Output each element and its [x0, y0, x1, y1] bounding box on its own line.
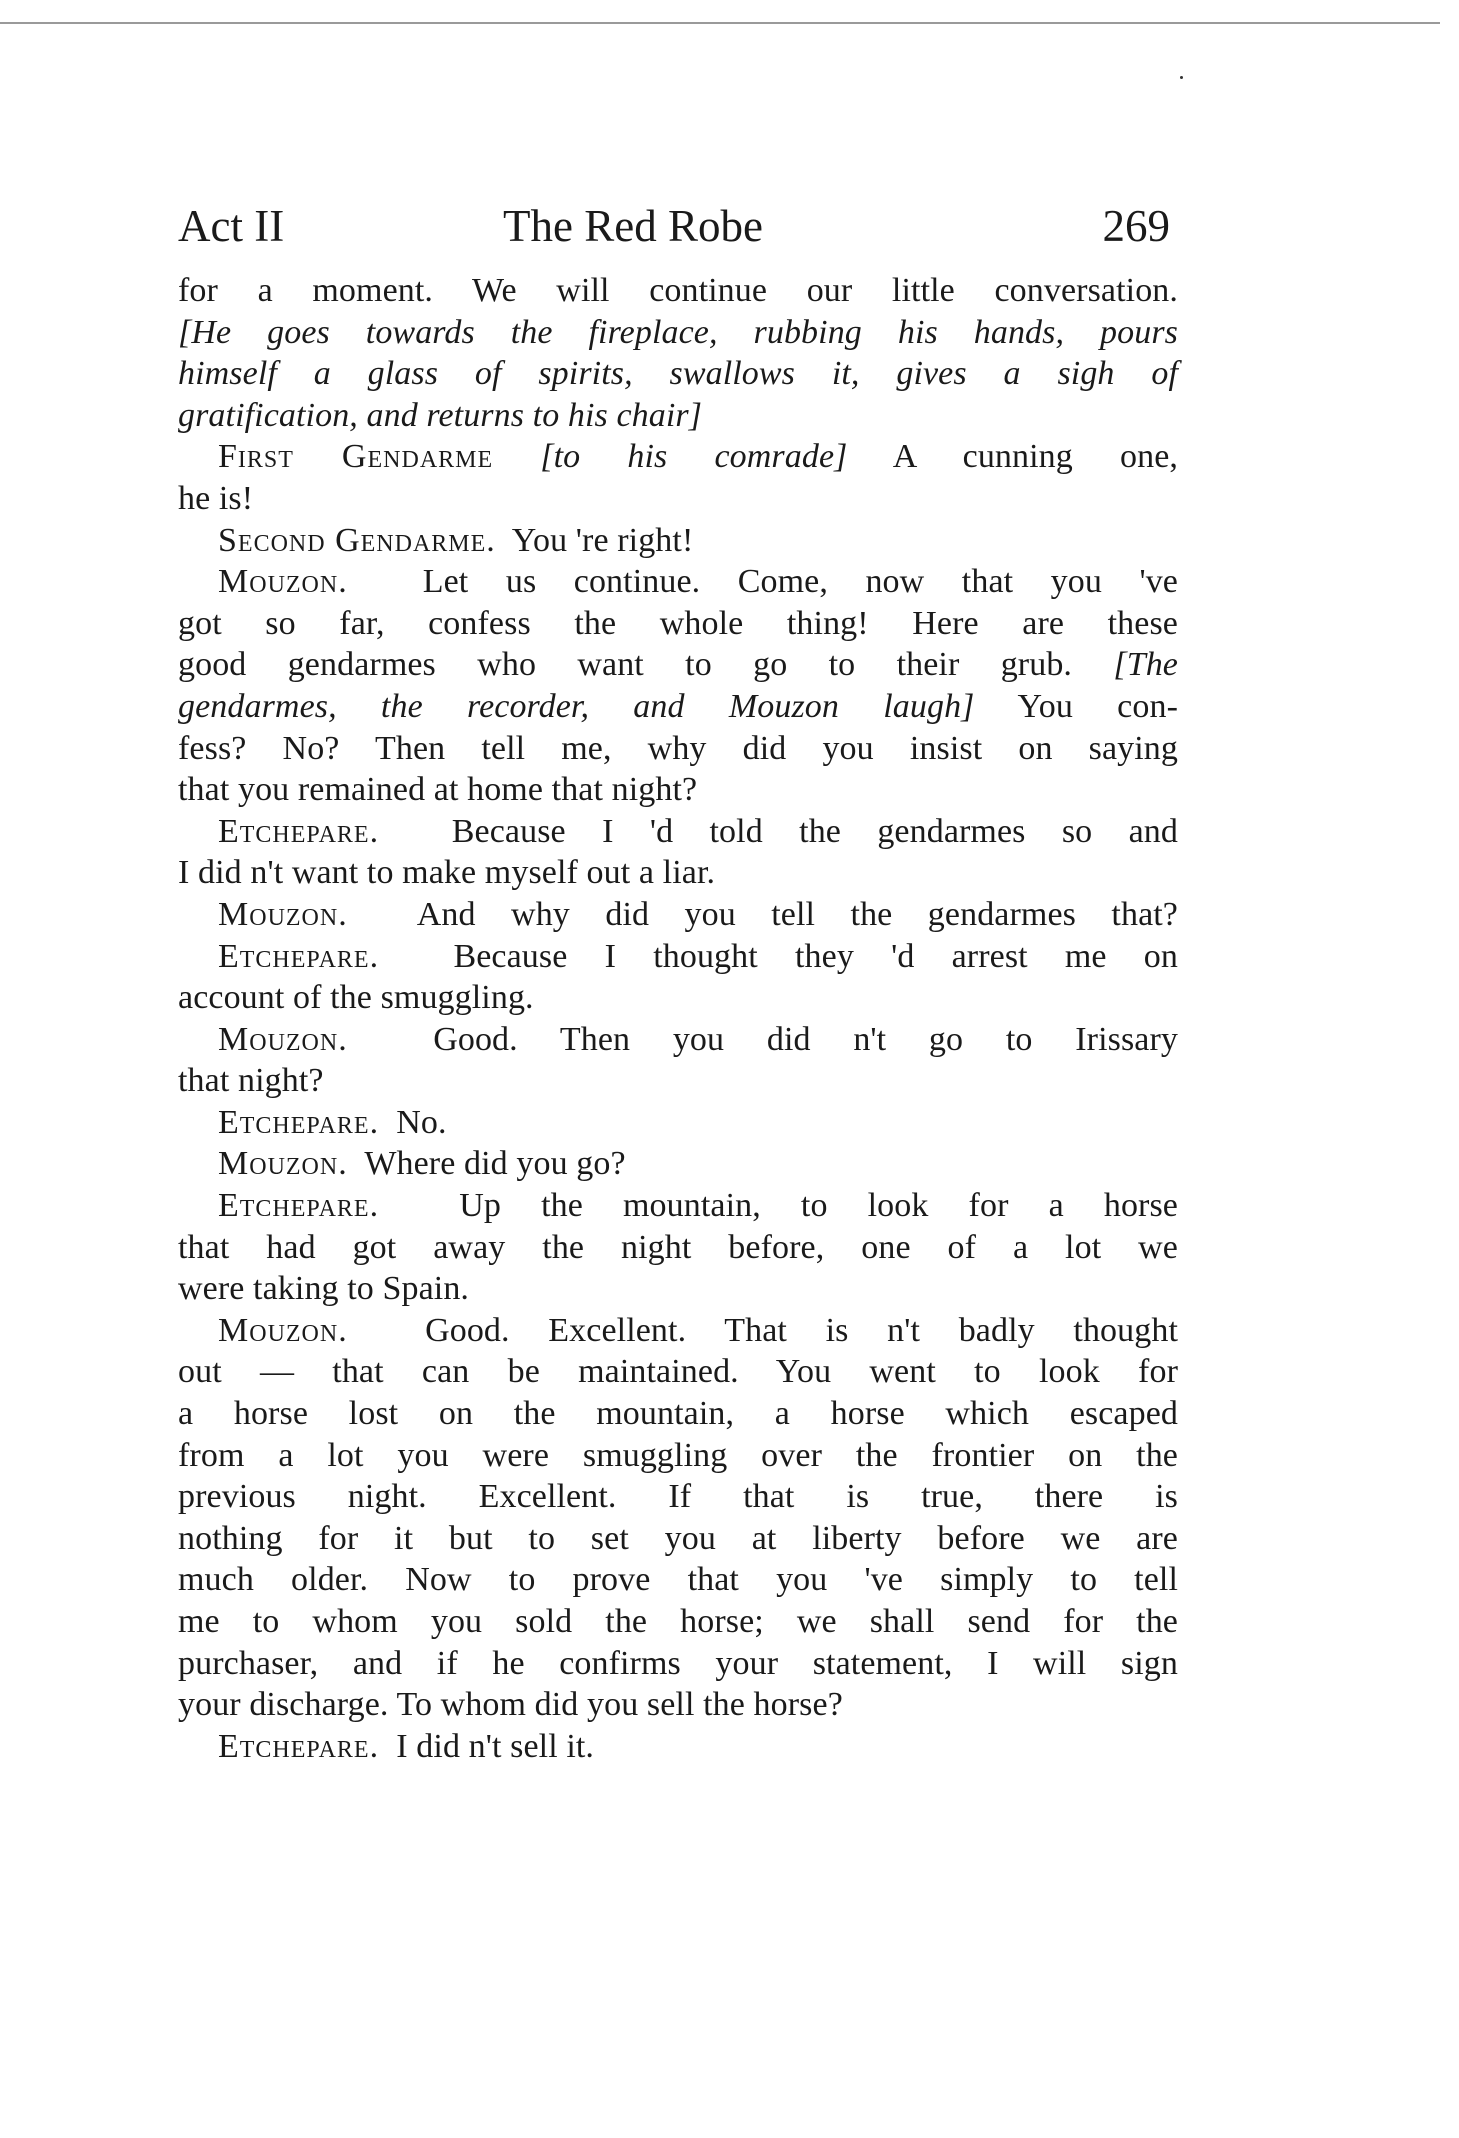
text-line: a horse lost on the mountain, a horse which escaped: [178, 1395, 1178, 1433]
text-line: previous night. Excellent. If that is true, there is: [178, 1478, 1178, 1516]
speaker-name: Mouzon.: [218, 1145, 348, 1183]
stage-direction-line: [178, 395, 1178, 437]
text-line: he is!: [178, 479, 254, 517]
dialogue-text: You 're right!: [511, 521, 694, 559]
text-line: account of the smuggling.: [178, 979, 534, 1017]
text-line: out — that can be maintained. You went to look for: [178, 1353, 1178, 1391]
speaker-name: Second Gendarme.: [218, 521, 496, 559]
dialogue-text: Good. Then you did n't go to Irissary: [433, 1020, 1178, 1058]
speaker-name: First Gendarme: [218, 438, 494, 476]
stage-direction-line: [178, 312, 1178, 354]
text-line: fess? No? Then tell me, why did you insist on saying: [178, 729, 1178, 767]
dialogue-line: [178, 561, 1178, 603]
book-title: The Red Robe: [503, 201, 763, 251]
text-line: much older. Now to prove that you 've simply to tell: [178, 1561, 1178, 1599]
top-edge-rule: [0, 22, 1440, 24]
dialogue-line: [178, 936, 1178, 978]
text-line: that had got away the night before, one of a lot we: [178, 1228, 1178, 1266]
text-line: from a lot you were smuggling over the frontier on the: [178, 1436, 1178, 1474]
dialogue-text: Up the mountain, to look for a horse: [459, 1187, 1178, 1225]
body-text: [178, 270, 1178, 1767]
dialogue-line: [178, 1102, 1178, 1144]
text-line: for a moment. We will continue our little conversation.: [178, 272, 1178, 309]
speaker-name: Etchepare.: [218, 1103, 380, 1141]
speaker-name: Etchepare.: [218, 1727, 380, 1765]
dialogue-text: good gendarmes who want to go to their grub.: [178, 646, 1073, 684]
book-page: [178, 196, 1178, 1767]
dialogue-text: Good. Excellent. That is n't badly thought: [425, 1311, 1178, 1349]
stage-direction: [He goes towards the fireplace, rubbing his hands, pours: [178, 313, 1178, 351]
text-line: [178, 686, 1178, 728]
text-line: that night?: [178, 1062, 324, 1100]
text-line: purchaser, and if he confirms your statement, I will sign: [178, 1644, 1178, 1682]
text-line: your discharge. To whom did you sell the horse?: [178, 1686, 843, 1724]
dialogue-text: Let us continue. Come, now that you 've: [422, 563, 1178, 601]
dialogue-line: [178, 1310, 1178, 1352]
dialogue-line: [178, 1726, 1178, 1768]
stage-direction: [to his comrade]: [540, 438, 848, 476]
scan-speck: [1180, 76, 1183, 79]
stage-direction: [The: [1113, 646, 1178, 684]
dialogue-line: [178, 520, 1178, 562]
running-head: [178, 196, 1178, 256]
speaker-name: Mouzon.: [218, 563, 348, 601]
text-line: were taking to Spain.: [178, 1270, 470, 1308]
dialogue-line: [178, 436, 1178, 478]
text-line: me to whom you sold the horse; we shall send for the: [178, 1603, 1178, 1640]
dialogue-text: And why did you tell the gendarmes that?: [416, 895, 1178, 933]
page-number: 269: [1102, 201, 1170, 251]
dialogue-text: You con-: [1017, 687, 1178, 725]
speaker-name: Mouzon.: [218, 895, 348, 933]
stage-direction: gendarmes, the recorder, and Mouzon laugh]: [178, 687, 975, 725]
dialogue-line: [178, 1019, 1178, 1061]
dialogue-line: [178, 894, 1178, 936]
text-line: [178, 644, 1178, 686]
speaker-name: Etchepare.: [218, 937, 380, 975]
dialogue-text: Because I 'd told the gendarmes so and: [451, 812, 1178, 850]
text-line: I did n't want to make myself out a liar.: [178, 854, 716, 892]
dialogue-line: [178, 1143, 1178, 1185]
text-line: nothing for it but to set you at liberty before we are: [178, 1519, 1178, 1557]
text-line: that you remained at home that night?: [178, 771, 698, 809]
speaker-name: Mouzon.: [218, 1311, 348, 1349]
stage-direction-line: [178, 353, 1178, 395]
stage-direction: gratification, and returns to his chair]: [178, 396, 703, 434]
dialogue-text: Where did you go?: [364, 1145, 626, 1183]
dialogue-line: [178, 1185, 1178, 1227]
act-label: Act II: [178, 201, 285, 251]
dialogue-text: A cunning one,: [892, 438, 1178, 476]
dialogue-text: Because I thought they 'd arrest me on: [453, 937, 1179, 975]
stage-direction: himself a glass of spirits, swallows it, gives a sigh of: [178, 355, 1178, 393]
speaker-name: Etchepare.: [218, 1187, 380, 1225]
dialogue-text: No.: [396, 1103, 447, 1141]
dialogue-text: I did n't sell it.: [396, 1727, 595, 1765]
dialogue-line: [178, 811, 1178, 853]
speaker-name: Etchepare.: [218, 812, 380, 850]
speaker-name: Mouzon.: [218, 1020, 348, 1058]
text-line: got so far, confess the whole thing! Here are these: [178, 604, 1178, 642]
